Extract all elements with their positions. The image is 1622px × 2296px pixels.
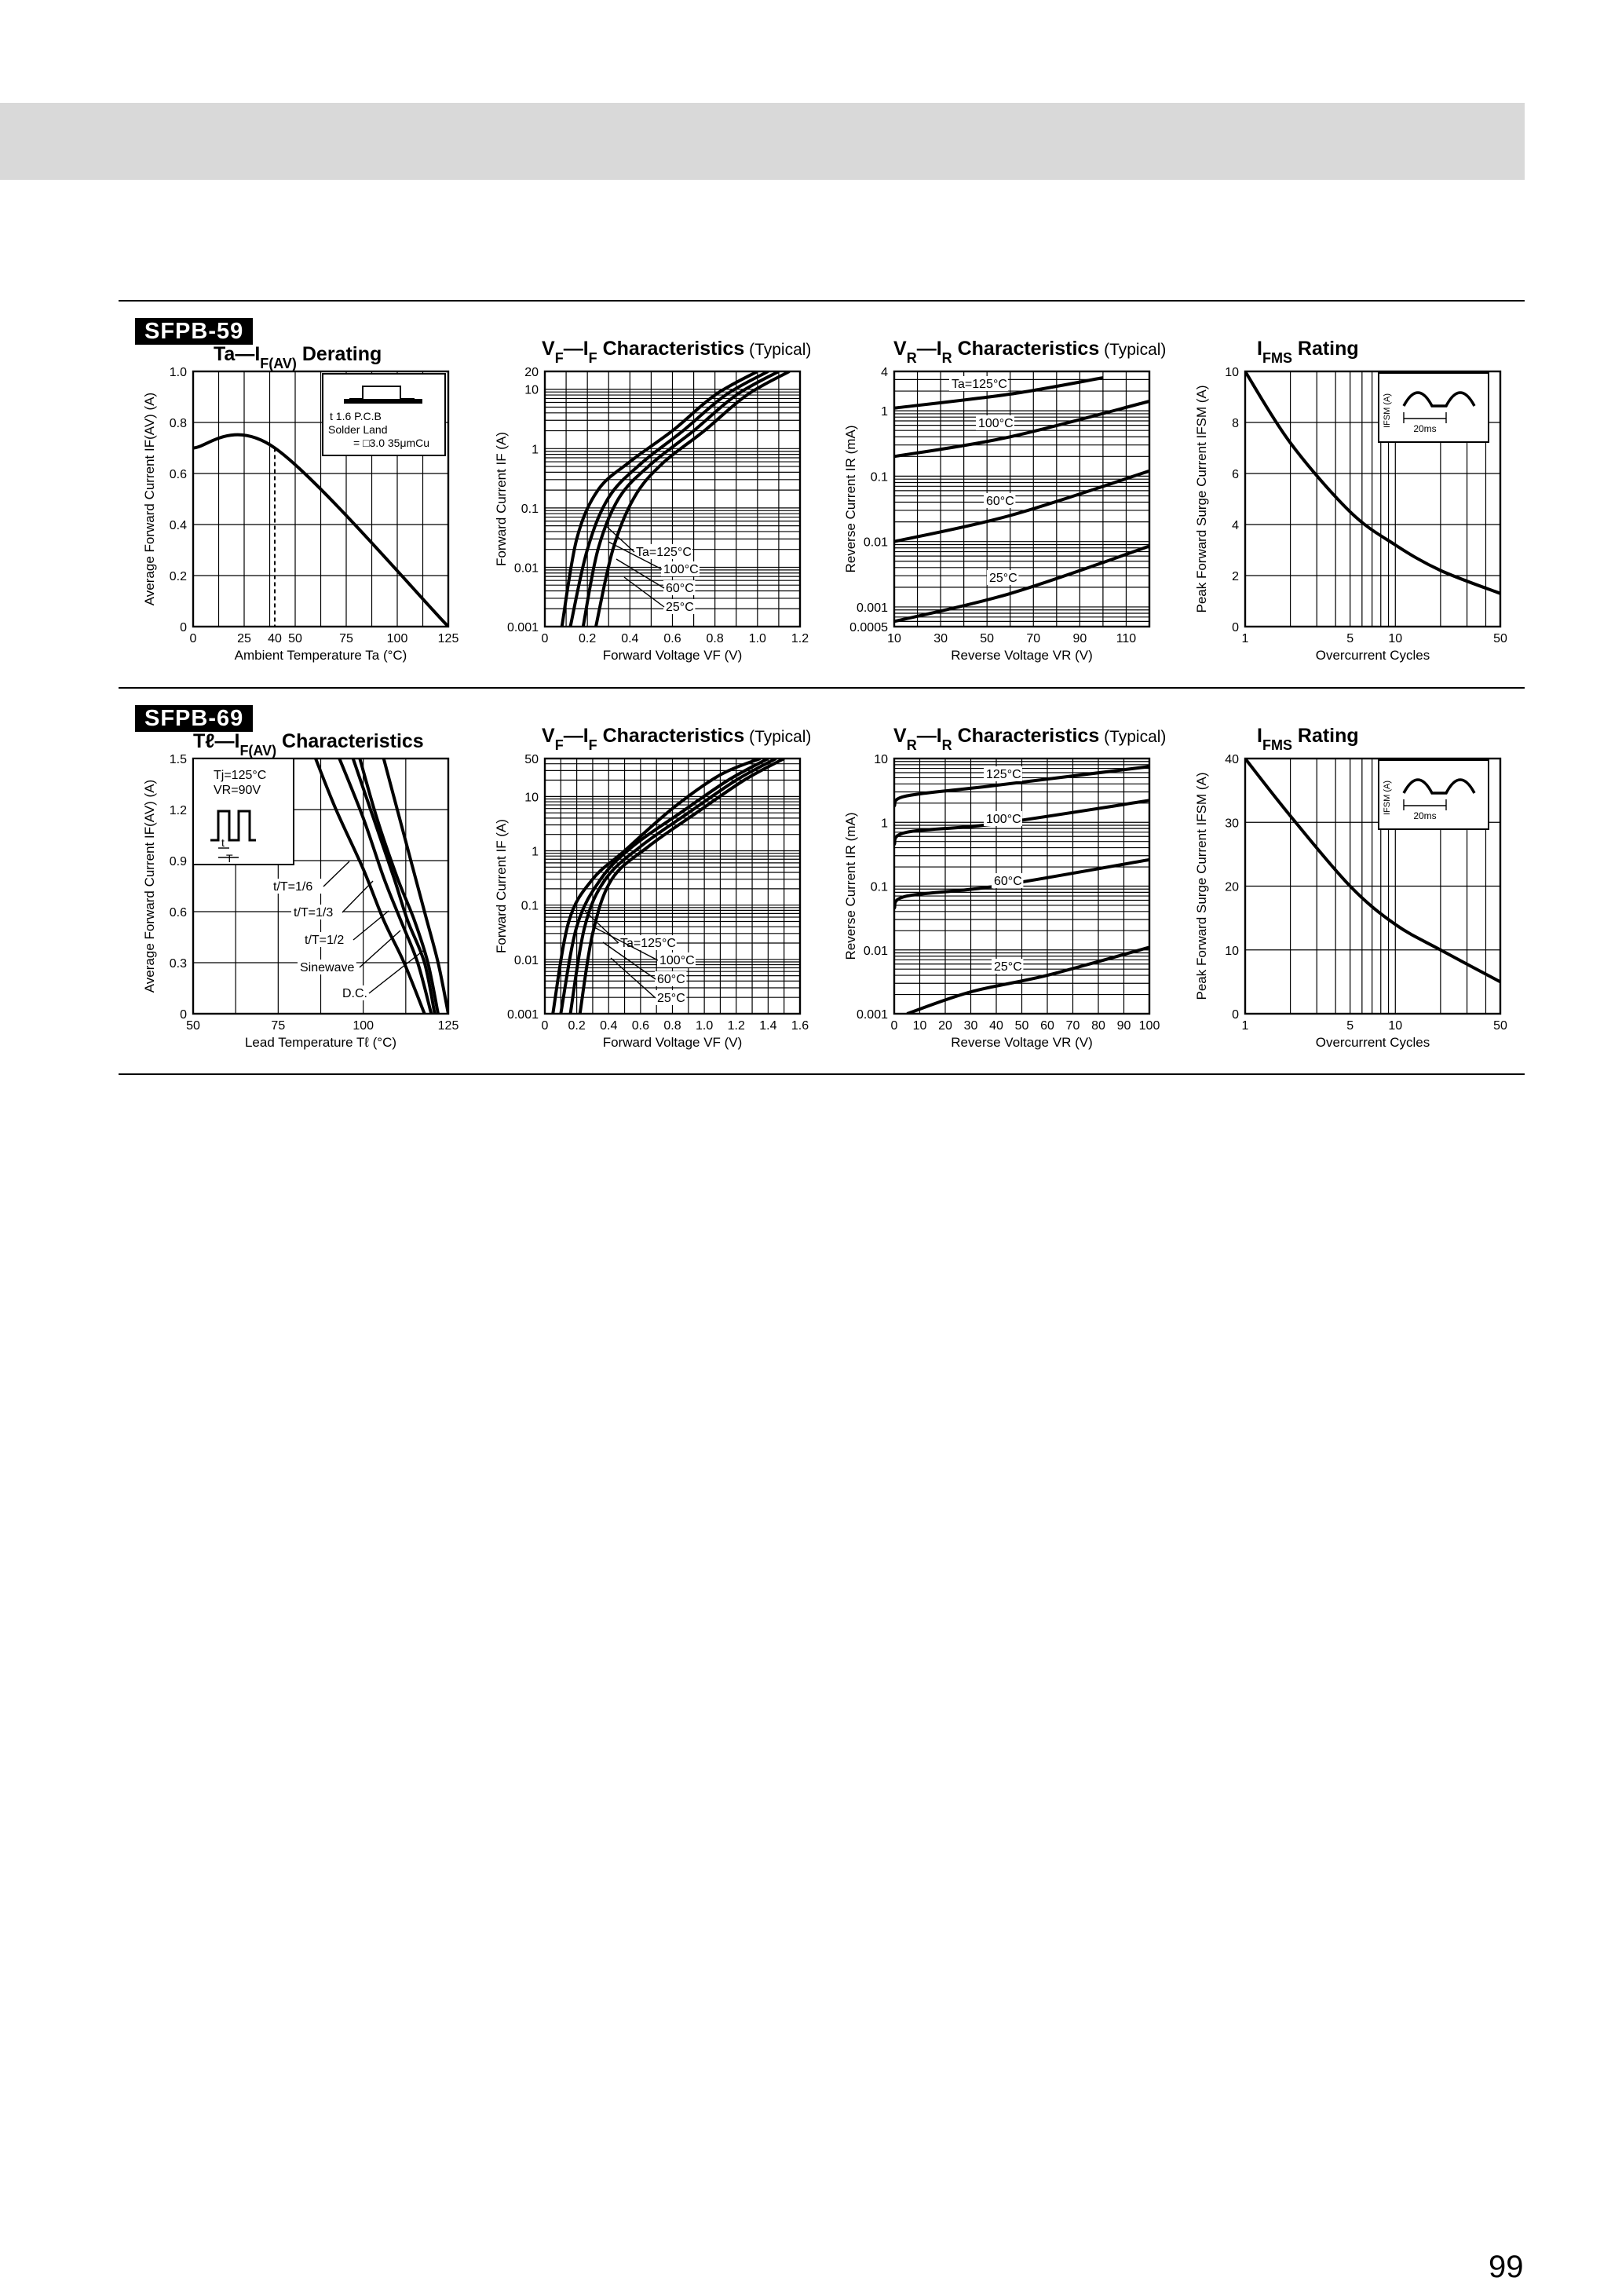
x-tick-label: 40 — [268, 632, 282, 645]
y-axis-label: Reverse Current IR (mA) — [843, 812, 858, 960]
x-tick-label: 1.2 — [727, 1019, 745, 1033]
y-tick-label: 0.01 — [513, 953, 539, 967]
y-tick-label: 0.9 — [169, 855, 187, 868]
y-axis-label: Average Forward Current IF(AV) (A) — [142, 779, 157, 993]
inset-line-3: = □3.0 35μmCu — [353, 437, 430, 449]
x-tick-label: 10 — [1388, 632, 1403, 645]
x-axis-label: Forward Voltage VF (V) — [602, 648, 743, 663]
chart-2 — [494, 338, 811, 663]
x-tick-label: 0 — [890, 1019, 898, 1033]
chart-title: $V_R—I_R$ Characteristics (Typical) — [893, 338, 1167, 366]
x-tick-label: 0.8 — [706, 632, 724, 645]
series-group — [894, 378, 1149, 621]
y-tick-label: 0.6 — [169, 468, 187, 481]
x-tick-label: 1.4 — [759, 1019, 777, 1033]
x-tick-label: 75 — [271, 1019, 286, 1033]
y-tick-label: 0.3 — [169, 957, 187, 971]
surge-waveform-inset — [1379, 760, 1489, 829]
y-tick-label: 0.01 — [513, 561, 539, 576]
section-badge-sfpb-69: SFPB-69 — [135, 705, 253, 732]
x-tick-label: 40 — [989, 1019, 1003, 1033]
y-tick-label: 30 — [1225, 817, 1239, 831]
y-tick-label: 0 — [1232, 621, 1239, 634]
x-tick-label: 70 — [1065, 1019, 1080, 1033]
y-tick-label: 1 — [881, 405, 888, 419]
curve-label: 60°C — [666, 582, 694, 595]
x-tick-label: 1.0 — [748, 632, 766, 645]
curve-label: 60°C — [994, 875, 1022, 888]
curve-label: Ta=125°C — [952, 378, 1007, 391]
x-tick-label: 50 — [1493, 632, 1507, 645]
x-tick-label: 30 — [933, 632, 948, 645]
series-line-3 — [894, 471, 1149, 542]
x-tick-label: 0 — [541, 1019, 549, 1033]
curve-label: 60°C — [657, 973, 685, 986]
x-tick-label: 10 — [912, 1019, 927, 1033]
x-axis-label: Ambient Temperature Ta (°C) — [234, 648, 407, 663]
chart-7 — [843, 725, 1166, 1050]
x-tick-label: 1 — [1241, 632, 1249, 645]
x-tick-label: 25 — [237, 632, 251, 645]
y-tick-label: 0.01 — [863, 944, 888, 958]
curve-labels — [949, 376, 1018, 585]
x-axis-label: Lead Temperature Tℓ (°C) — [244, 1035, 397, 1050]
y-axis-label: Peak Forward Surge Current IFSM (A) — [1194, 385, 1209, 613]
y-tick-label: 0.6 — [169, 906, 187, 919]
inset-ifsm-label: IFSM (A) — [1383, 781, 1392, 815]
x-tick-label: 90 — [1072, 632, 1087, 645]
y-tick-label: 0 — [1232, 1008, 1239, 1022]
y-tick-label: 2 — [1232, 570, 1239, 583]
x-tick-label: 10 — [1388, 1019, 1403, 1033]
inset-ifsm-label: IFSM (A) — [1383, 393, 1392, 428]
x-tick-label: 5 — [1346, 1019, 1354, 1033]
y-tick-label: 10 — [1225, 944, 1239, 958]
y-tick-label: 0.1 — [521, 502, 539, 516]
curve-label: 100°C — [978, 417, 1014, 430]
chart-title: $I_{FMS}$ Rating — [1257, 725, 1359, 753]
curve-label: t/T=1/3 — [294, 906, 334, 919]
tick-labels — [857, 753, 1160, 1033]
x-tick-label: 50 — [1493, 1019, 1507, 1033]
x-tick-label: 0.6 — [631, 1019, 649, 1033]
curve-label: 125°C — [986, 768, 1021, 781]
curve-label: 60°C — [986, 495, 1014, 508]
x-tick-label: 80 — [1091, 1019, 1105, 1033]
curve-label: t/T=1/2 — [305, 934, 345, 947]
inset-tj: Tj=125°C — [214, 769, 267, 782]
chart-5 — [142, 730, 458, 1050]
series-line-2 — [894, 401, 1149, 456]
y-tick-label: 0.001 — [856, 1008, 888, 1022]
x-tick-label: 20 — [938, 1019, 952, 1033]
y-tick-label: 20 — [1225, 880, 1239, 894]
chart-title: $V_F—I_F$ Characteristics (Typical) — [542, 725, 812, 753]
y-tick-label: 0 — [180, 621, 187, 634]
pcb-inset — [323, 374, 445, 455]
y-tick-label: 1.5 — [169, 753, 187, 766]
y-tick-label: 10 — [1225, 366, 1239, 379]
series-line-4 — [907, 947, 1149, 1014]
chart-8 — [1194, 725, 1507, 1050]
waveform-inset — [193, 759, 294, 865]
y-axis-label: Forward Current IF (A) — [494, 432, 509, 566]
x-tick-label: 1 — [1241, 1019, 1249, 1033]
y-tick-label: 10 — [524, 383, 539, 397]
y-tick-label: 0.4 — [169, 519, 187, 532]
y-tick-label: 10 — [524, 791, 539, 805]
y-tick-label: 1 — [532, 845, 539, 859]
y-tick-label: 10 — [874, 753, 888, 766]
curve-label: Ta=125°C — [620, 937, 676, 950]
x-tick-label: 10 — [887, 632, 901, 645]
chart-4 — [1194, 338, 1507, 663]
x-tick-label: 0.2 — [568, 1019, 586, 1033]
chart-title: $Ta—I_{F(AV)}$ Derating — [214, 343, 382, 371]
x-tick-label: 125 — [437, 632, 459, 645]
section-badge-sfpb-59: SFPB-59 — [135, 318, 253, 345]
x-tick-label: 0 — [189, 632, 197, 645]
inset-20ms-label: 20ms — [1413, 423, 1437, 434]
chart-title: $V_R—I_R$ Characteristics (Typical) — [893, 725, 1167, 753]
y-tick-label: 0 — [180, 1008, 187, 1022]
y-axis-label: Peak Forward Surge Current IFSM (A) — [1194, 772, 1209, 1000]
x-tick-label: 90 — [1116, 1019, 1131, 1033]
x-tick-label: 60 — [1040, 1019, 1054, 1033]
y-tick-label: 0.001 — [506, 621, 539, 634]
x-tick-label: 100 — [353, 1019, 374, 1033]
x-tick-label: 30 — [963, 1019, 978, 1033]
y-axis-label: Forward Current IF (A) — [494, 819, 509, 953]
x-axis-label: Reverse Voltage VR (V) — [951, 648, 1093, 663]
series-line-5 — [384, 759, 448, 1014]
page-number: 99 — [1489, 2250, 1524, 2284]
x-tick-label: 50 — [1014, 1019, 1029, 1033]
chart-3 — [843, 338, 1166, 663]
y-tick-label: 4 — [881, 366, 888, 379]
inset-t-label: t — [221, 836, 225, 849]
curve-labels — [271, 861, 424, 1000]
y-tick-label: 0.0005 — [849, 621, 888, 634]
x-tick-label: 50 — [288, 632, 302, 645]
y-tick-label: 1 — [532, 443, 539, 457]
chart-1 — [142, 343, 458, 663]
x-tick-label: 110 — [1116, 632, 1137, 645]
y-tick-label: 0.1 — [870, 880, 888, 894]
x-tick-label: 100 — [1138, 1019, 1160, 1033]
curve-label: 100°C — [659, 954, 695, 967]
x-tick-label: 1.0 — [696, 1019, 714, 1033]
x-tick-label: 1.2 — [791, 632, 809, 645]
grid — [894, 371, 1149, 627]
x-tick-label: 75 — [339, 632, 353, 645]
surge-waveform-inset — [1379, 373, 1489, 442]
y-tick-label: 0.01 — [863, 536, 888, 550]
series-group — [316, 759, 448, 1014]
y-tick-label: 8 — [1232, 417, 1239, 430]
y-tick-label: 1 — [881, 817, 888, 831]
x-tick-label: 0.8 — [663, 1019, 681, 1033]
x-tick-label: 5 — [1346, 632, 1354, 645]
y-axis-label: Average Forward Current IF(AV) (A) — [142, 392, 157, 606]
x-tick-label: 50 — [980, 632, 995, 645]
y-tick-label: 0.001 — [856, 601, 888, 615]
inset-line-1: t 1.6 P.C.B — [330, 410, 382, 422]
chart-title: $T\ell—I_{F(AV)}$ Characteristics — [193, 730, 424, 759]
curve-label: 25°C — [994, 960, 1022, 974]
x-tick-label: 0.4 — [600, 1019, 618, 1033]
x-axis-label: Reverse Voltage VR (V) — [951, 1035, 1093, 1050]
curve-label: 100°C — [663, 563, 699, 576]
curve-labels — [984, 766, 1023, 974]
curve-label: 25°C — [989, 572, 1017, 585]
x-tick-label: 50 — [186, 1019, 200, 1033]
inset-vr: VR=90V — [214, 784, 261, 797]
y-tick-label: 40 — [1225, 753, 1239, 766]
x-tick-label: 70 — [1026, 632, 1041, 645]
y-tick-label: 1.0 — [169, 366, 187, 379]
x-tick-label: 0.2 — [579, 632, 597, 645]
y-tick-label: 50 — [524, 753, 539, 766]
inset-20ms-label: 20ms — [1413, 810, 1437, 821]
chart-title: $V_F—I_F$ Characteristics (Typical) — [542, 338, 812, 366]
x-tick-label: 0.4 — [621, 632, 639, 645]
chart-title: $I_{FMS}$ Rating — [1257, 338, 1359, 366]
x-axis-label: Forward Voltage VF (V) — [602, 1035, 743, 1050]
inset-T-label: T — [226, 852, 233, 865]
inset-line-2: Solder Land — [328, 423, 388, 436]
tick-labels — [507, 366, 809, 645]
y-axis-label: Reverse Current IR (mA) — [843, 425, 858, 573]
curve-label: 25°C — [657, 992, 685, 1005]
curve-label: 100°C — [986, 813, 1021, 826]
y-tick-label: 0.1 — [521, 899, 539, 913]
plot-frame — [894, 371, 1149, 627]
y-tick-label: 0.8 — [169, 417, 187, 430]
x-tick-label: 1.6 — [791, 1019, 809, 1033]
x-axis-label: Overcurrent Cycles — [1315, 1035, 1430, 1050]
y-tick-label: 6 — [1232, 468, 1239, 481]
y-tick-label: 20 — [524, 366, 539, 379]
curve-labels — [605, 525, 700, 614]
y-tick-label: 1.2 — [169, 804, 187, 817]
curve-label: D.C. — [342, 987, 367, 1000]
y-tick-label: 0.1 — [870, 470, 888, 484]
y-tick-label: 4 — [1232, 519, 1239, 532]
curve-label: Ta=125°C — [636, 546, 692, 559]
x-tick-label: 125 — [437, 1019, 459, 1033]
chart-6 — [494, 725, 811, 1050]
y-tick-label: 0.2 — [169, 570, 187, 583]
x-tick-label: 0 — [541, 632, 549, 645]
curve-label: 25°C — [666, 601, 694, 614]
curve-label: t/T=1/6 — [273, 880, 313, 894]
x-tick-label: 100 — [386, 632, 408, 645]
curve-label: Sinewave — [300, 961, 355, 974]
x-axis-label: Overcurrent Cycles — [1315, 648, 1430, 663]
x-tick-label: 0.6 — [663, 632, 681, 645]
y-tick-label: 0.001 — [506, 1008, 539, 1022]
